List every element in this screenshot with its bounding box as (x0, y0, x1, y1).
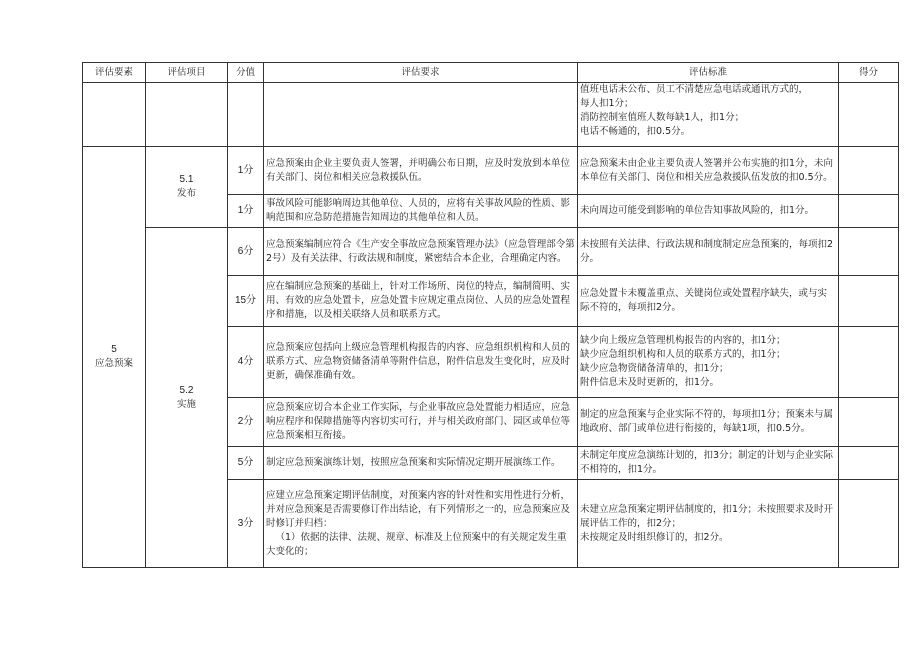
standard-line: 值班电话未公布、员工不清楚应急电话或通讯方式的， (580, 84, 809, 95)
score-cell: 15分 (228, 276, 264, 327)
table-header-row (83, 63, 899, 83)
standard-cell: 未制定年度应急演练计划的，扣3分；制定的计划与企业实际不相符的，扣1分。 (578, 447, 839, 480)
requirement-cell (264, 83, 578, 147)
header-element: 评估要素 (83, 63, 146, 83)
points-cell (839, 447, 899, 480)
standard-cell: 应急预案未由企业主要负责人签署并公布实施的扣1分，未向本单位有关部门、岗位和相关应急救援队伍发放的扣0.5分。 (578, 147, 839, 195)
header-item: 评估项目 (146, 63, 228, 83)
points-cell (839, 83, 899, 147)
evaluation-table (82, 62, 899, 568)
standard-cell (578, 327, 839, 398)
standard-line: 电话不畅通的，扣0.5分。 (580, 126, 691, 137)
requirement-cell (264, 480, 578, 568)
standard-cell (578, 480, 839, 568)
points-cell (839, 276, 899, 327)
score-cell: 4分 (228, 327, 264, 398)
element-name: 应急预案 (94, 358, 133, 369)
standard-line: 缺少应急物资储备清单的，扣1分； (580, 363, 729, 374)
score-cell: 1分 (228, 195, 264, 228)
points-cell (839, 480, 899, 568)
requirement-text: 应建立应急预案定期评估制度，对预案内容的针对性和实用性进行分析，并对应急预案是否需要修订作出结论，有下列情形之一的，应急预案应及时修订并归档： (266, 489, 571, 529)
standard-line: 每人扣1分； (580, 98, 634, 109)
requirement-cell: 制定应急预案演练计划，按照应急预案和实际情况定期开展演练工作。 (264, 447, 578, 480)
standard-line: 附件信息未及时更新的，扣1分。 (580, 377, 720, 388)
requirement-cell: 应在编制应急预案的基础上，针对工作场所、岗位的特点，编制简明、实用、有效的应急处置卡，应急处置卡应规定重点岗位、人员的应急处置程序和措施，以及相关联络人员和联系方式。 (264, 276, 578, 327)
element-cell (83, 147, 146, 568)
standard-line: 消防控制室值班人数每缺1人，扣1分； (580, 112, 745, 123)
points-cell (839, 147, 899, 195)
table-row (83, 228, 899, 276)
points-cell (839, 398, 899, 447)
score-cell: 5分 (228, 447, 264, 480)
header-points: 得分 (839, 63, 899, 83)
score-cell: 6分 (228, 228, 264, 276)
requirement-cell: 应急预案由企业主要负责人签署，并明确公布日期，应及时发放到本单位有关部门、岗位和相关应急救援队伍。 (264, 147, 578, 195)
requirement-cell: 应急预案应切合本企业工作实际，与企业事故应急处置能力相适应，应急响应程序和保障措施等内容切实可行，并与相关政府部门、园区或单位等应急预案相互衔接。 (264, 398, 578, 447)
score-cell: 1分 (228, 147, 264, 195)
standard-cell: 未向周边可能受到影响的单位告知事故风险的，扣1分。 (578, 195, 839, 228)
table-row (83, 83, 899, 147)
item-name: 发布 (176, 188, 196, 199)
item-name: 实施 (176, 398, 196, 410)
standard-line: 缺少应急组织机构和人员的联系方式的，扣1分； (580, 349, 786, 360)
item-cell (146, 228, 228, 568)
points-cell (839, 228, 899, 276)
element-cell (83, 83, 146, 147)
standard-cell: 应急处置卡未覆盖重点、关键岗位或处置程序缺失，或与实际不符的，每项扣2分。 (578, 276, 839, 327)
points-cell (839, 327, 899, 398)
standard-line: 未按规定及时组织修订的，扣2分。 (580, 531, 729, 543)
item-cell (146, 83, 228, 147)
standard-line: 未建立应急预案定期评估制度的，扣1分；未按照要求及时开展评估工作的，扣2分； (580, 503, 834, 529)
item-cell (146, 147, 228, 228)
element-number: 5 (111, 344, 117, 355)
requirement-item: （1）依据的法律、法规、规章、标准及上位预案中的有关规定发生重大变化的； (266, 531, 567, 557)
standard-line: 缺少向上级应急管理机构报告的内容的，扣1分； (580, 335, 786, 346)
requirement-cell: 应急预案应包括向上级应急管理机构报告的内容、应急组织机构和人员的联系方式、应急物资储备清单等附件信息，附件信息发生变化时，应及时更新，确保准确有效。 (264, 327, 578, 398)
score-cell (228, 83, 264, 147)
standard-cell (578, 83, 839, 147)
requirement-cell: 事故风险可能影响周边其他单位、人员的，应将有关事故风险的性质、影响范围和应急防范措施告知周边的其他单位和人员。 (264, 195, 578, 228)
item-number: 5.2 (179, 384, 194, 396)
standard-cell: 制定的应急预案与企业实际不符的，每项扣1分；预案未与属地政府、部门或单位进行衔接的，每缺1项，扣0.5分。 (578, 398, 839, 447)
header-requirement: 评估要求 (264, 63, 578, 83)
header-score: 分值 (228, 63, 264, 83)
header-standard: 评估标准 (578, 63, 839, 83)
requirement-cell: 应急预案编制应符合《生产安全事故应急预案管理办法》（应急管理部令第2号）及有关法律、行政法规和制度，紧密结合本企业，合理确定内容。 (264, 228, 578, 276)
score-cell: 3分 (228, 480, 264, 568)
points-cell (839, 195, 899, 228)
item-number: 5.1 (179, 174, 194, 185)
score-cell: 2分 (228, 398, 264, 447)
table-row (83, 147, 899, 195)
standard-cell: 未按照有关法律、行政法规和制度制定应急预案的，每项扣2分。 (578, 228, 839, 276)
